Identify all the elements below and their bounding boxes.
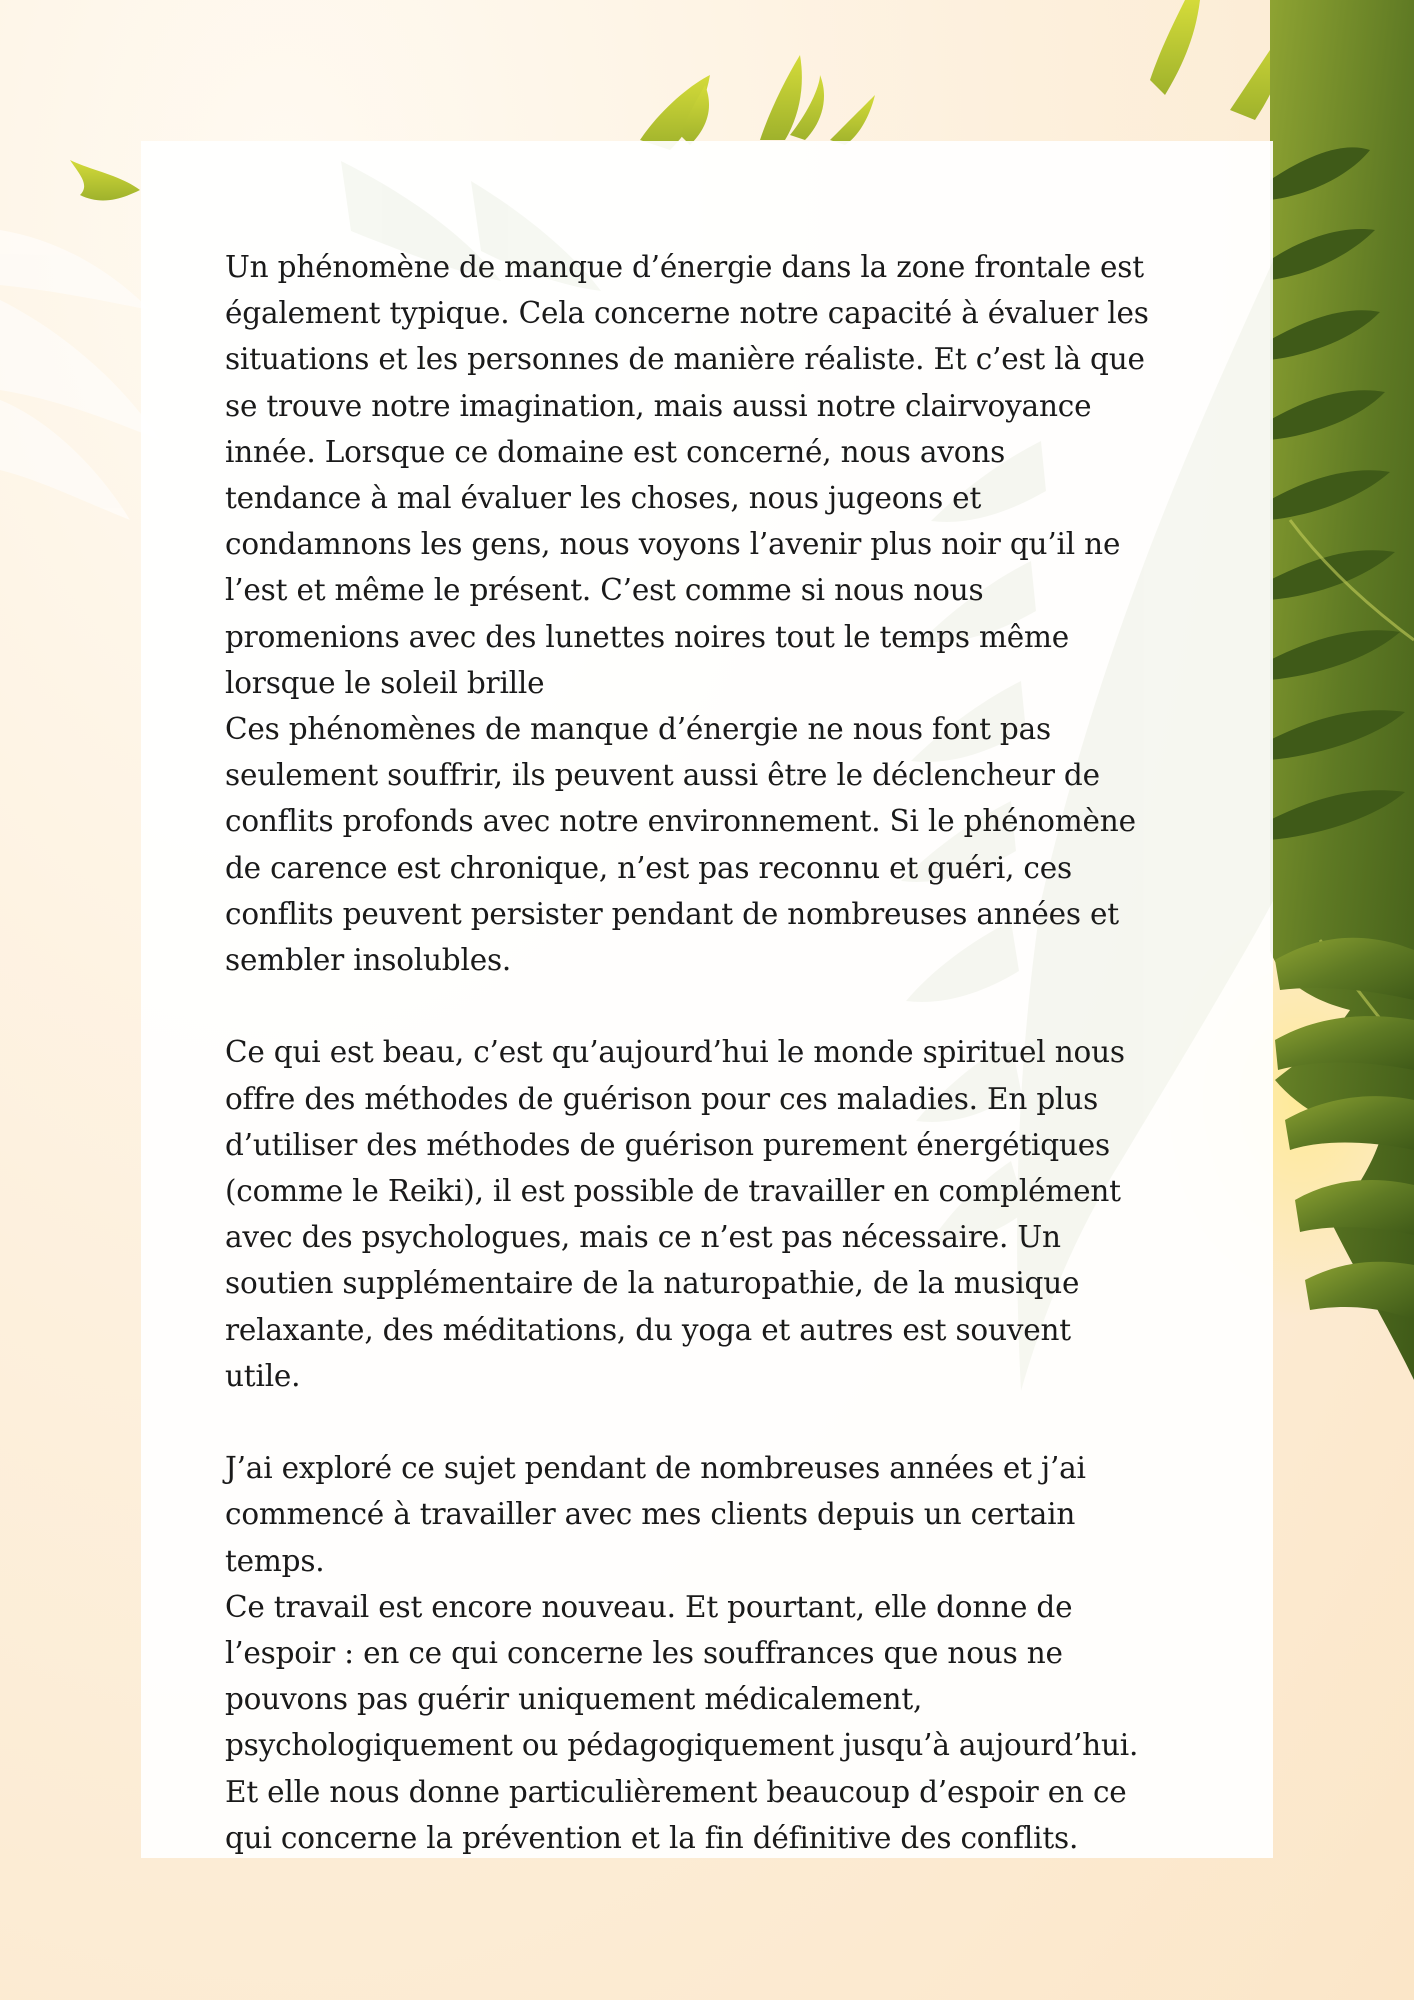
paragraph: J’ai exploré ce sujet pendant de nombreuses années et j’ai commencé à travailler avec mes clients depuis un certain temps. — [225, 1451, 1086, 1578]
paragraph: Ce travail est encore nouveau. Et pourtant, elle donne de l’espoir : en ce qui concerne les souffrances que nous ne pouvons pas guérir uniquement médicalement, psychologiquement ou pédagogiquement jusqu’à aujourd’hui. Et elle nous donne particulièrement beaucoup d’espoir en ce qui concerne la prévention et la fin définitive des conflits. — [225, 1589, 1139, 1855]
body-text — [225, 244, 1225, 1861]
paragraph: Ce qui est beau, c’est qu’aujourd’hui le monde spirituel nous offre des méthodes de guérison pour ces maladies. En plus d’utiliser des méthodes de guérison purement énergétiques (comme le Reiki), il est possible de travailler en complément avec des psychologues, mais ce n’est pas nécessaire. Un soutien supplémentaire de la naturopathie, de la musique relaxante, des méditations, du yoga et autres est souvent utile. — [225, 1035, 1125, 1393]
paragraph: Un phénomène de manque d’énergie dans la zone frontale est également typique. Cela concerne notre capacité à évaluer les situations et les personnes de manière réaliste. Et c’est là que se trouve notre imagination, mais aussi notre clairvoyance innée. Lorsque ce domaine est concerné, nous avons tendance à mal évaluer les choses, nous jugeons et condamnons les gens, nous voyons l’avenir plus noir qu’il ne l’est et même le présent. C’est comme si nous nous promenions avec des lunettes noires tout le temps même lorsque le soleil brille — [225, 250, 1149, 700]
text-panel — [141, 141, 1273, 1858]
paragraph: Ces phénomènes de manque d’énergie ne nous font pas seulement souffrir, ils peuvent aussi être le déclencheur de conflits profonds avec notre environnement. Si le phénomène de carence est chronique, n’est pas reconnu et guéri, ces conflits peuvent persister pendant de nombreuses années et sembler insolubles. — [225, 712, 1136, 978]
